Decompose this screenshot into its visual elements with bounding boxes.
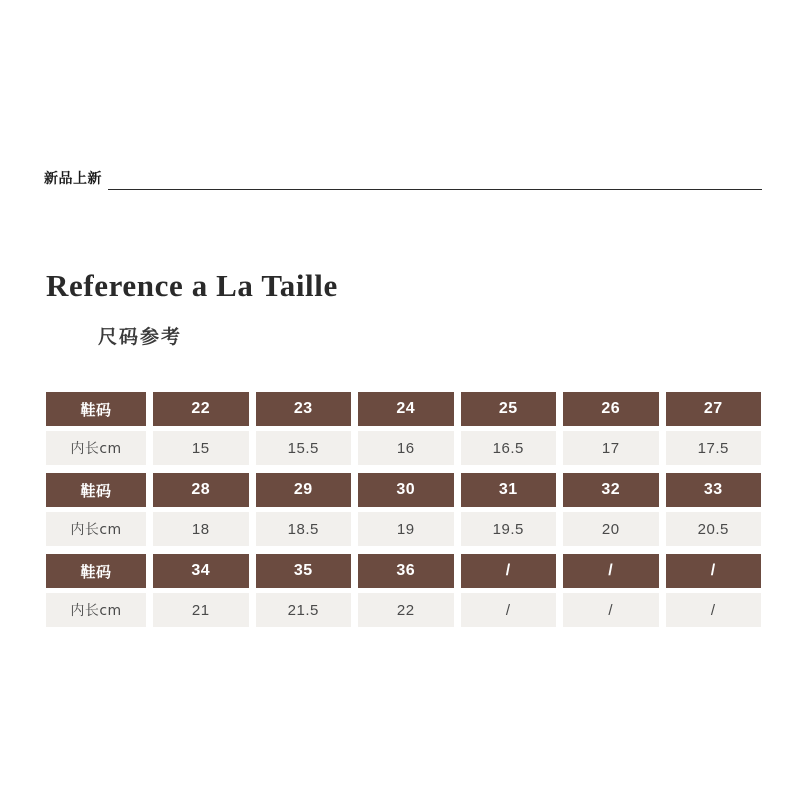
size-cell: 23 bbox=[256, 392, 352, 426]
size-cell: 33 bbox=[666, 473, 762, 507]
size-cell: 32 bbox=[563, 473, 659, 507]
section-header bbox=[44, 172, 762, 190]
page-subtitle: 尺码参考 bbox=[98, 326, 183, 348]
length-cell: 19.5 bbox=[461, 512, 557, 546]
row-label-size: 鞋码 bbox=[46, 473, 146, 507]
length-cell: 20.5 bbox=[666, 512, 762, 546]
row-label-inner-length: 内长cm bbox=[46, 431, 146, 465]
length-cell: 19 bbox=[358, 512, 454, 546]
length-cell: 16 bbox=[358, 431, 454, 465]
size-chart-table bbox=[46, 392, 761, 635]
size-cell: 29 bbox=[256, 473, 352, 507]
length-cell: 20 bbox=[563, 512, 659, 546]
size-cell: 22 bbox=[153, 392, 249, 426]
length-cell: 15 bbox=[153, 431, 249, 465]
length-cell: 18.5 bbox=[256, 512, 352, 546]
size-cell: 24 bbox=[358, 392, 454, 426]
row-label-inner-length: 内长cm bbox=[46, 593, 146, 627]
size-cell: 36 bbox=[358, 554, 454, 588]
table-row bbox=[46, 431, 761, 465]
length-cell: / bbox=[461, 593, 557, 627]
size-cell: 28 bbox=[153, 473, 249, 507]
length-cell: 21 bbox=[153, 593, 249, 627]
length-cell: 21.5 bbox=[256, 593, 352, 627]
size-chart-group bbox=[46, 392, 761, 465]
length-cell: 22 bbox=[358, 593, 454, 627]
length-cell: 17 bbox=[563, 431, 659, 465]
table-row bbox=[46, 512, 761, 546]
size-chart-group bbox=[46, 473, 761, 546]
horizontal-rule bbox=[108, 189, 762, 190]
length-cell: 18 bbox=[153, 512, 249, 546]
row-label-size: 鞋码 bbox=[46, 554, 146, 588]
row-label-size: 鞋码 bbox=[46, 392, 146, 426]
size-cell: 30 bbox=[358, 473, 454, 507]
section-header-label: 新品上新 bbox=[44, 171, 102, 187]
table-row bbox=[46, 554, 761, 588]
size-cell: 27 bbox=[666, 392, 762, 426]
size-cell: / bbox=[461, 554, 557, 588]
length-cell: / bbox=[563, 593, 659, 627]
length-cell: 15.5 bbox=[256, 431, 352, 465]
table-row bbox=[46, 392, 761, 426]
length-cell: 17.5 bbox=[666, 431, 762, 465]
page-title: Reference a La Taille bbox=[46, 268, 338, 303]
size-cell: / bbox=[666, 554, 762, 588]
size-chart-group bbox=[46, 554, 761, 627]
size-cell: 25 bbox=[461, 392, 557, 426]
table-row bbox=[46, 593, 761, 627]
row-label-inner-length: 内长cm bbox=[46, 512, 146, 546]
size-cell: / bbox=[563, 554, 659, 588]
size-cell: 34 bbox=[153, 554, 249, 588]
size-cell: 35 bbox=[256, 554, 352, 588]
table-row bbox=[46, 473, 761, 507]
size-cell: 26 bbox=[563, 392, 659, 426]
size-cell: 31 bbox=[461, 473, 557, 507]
length-cell: 16.5 bbox=[461, 431, 557, 465]
length-cell: / bbox=[666, 593, 762, 627]
